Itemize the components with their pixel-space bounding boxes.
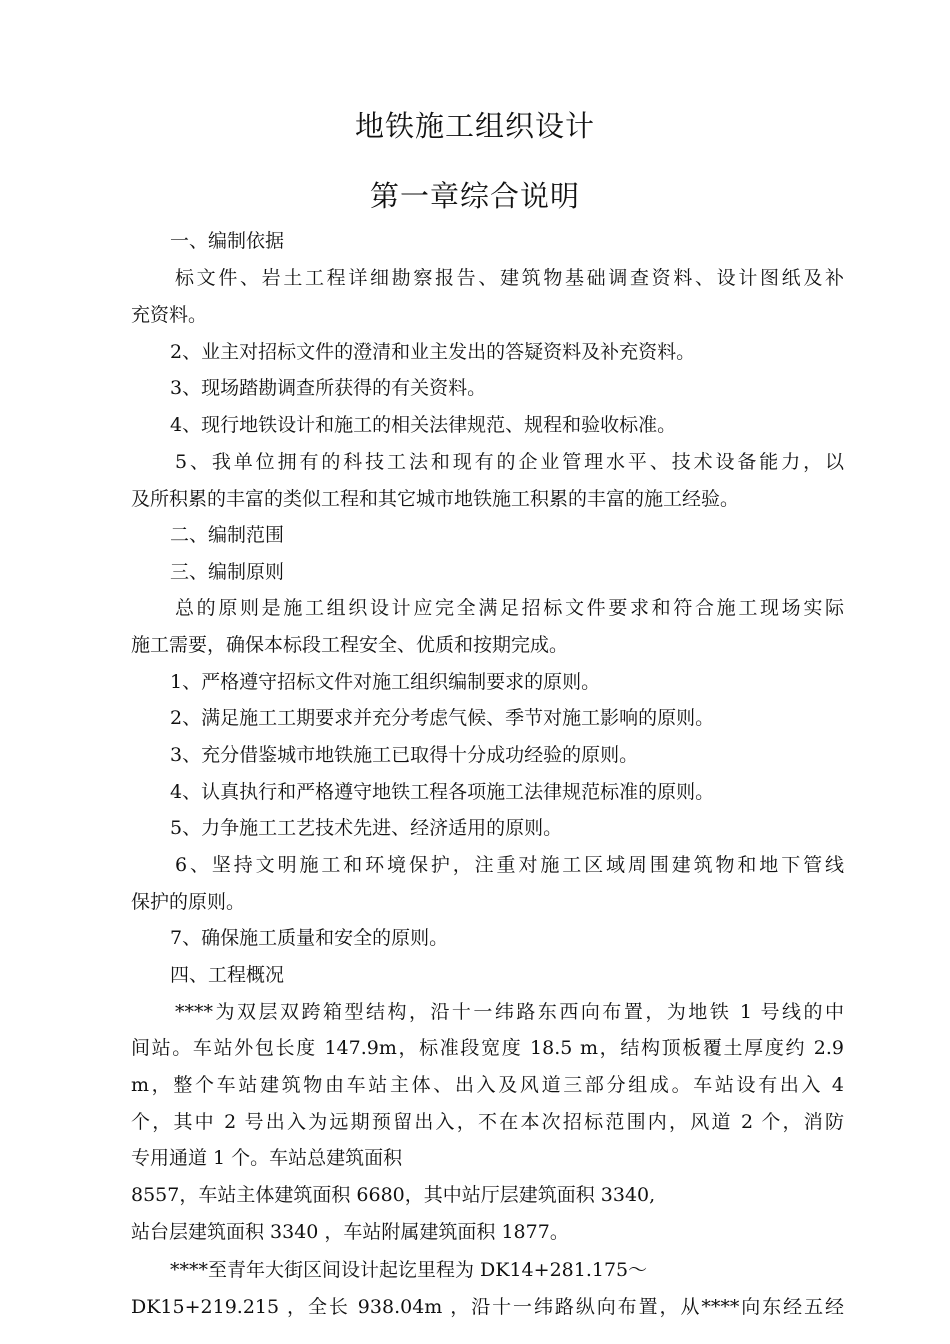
paragraph-line: ****至青年大街区间设计起讫里程为 DK14+281.175～ (170, 1259, 648, 1281)
list-item: 5、我单位拥有的科技工法和现有的企业管理水平、技术设备能力，以 (175, 451, 844, 473)
paragraph-line: 站台层建筑面积 3340 ，车站附属建筑面积 1877。 (131, 1221, 569, 1243)
section-heading-basis: 一、编制依据 (170, 230, 285, 252)
list-item: 4、现行地铁设计和施工的相关法律规范、规程和验收标准。 (170, 414, 677, 436)
paragraph-line: m，整个车站建筑物由车站主体、出入及风道三部分组成。车站设有出入 4 (131, 1074, 844, 1096)
list-item: 7、确保施工质量和安全的原则。 (170, 927, 449, 949)
list-item: 2、业主对招标文件的澄清和业主发出的答疑资料及补充资料。 (170, 341, 696, 363)
paragraph-line: DK15+219.215 ，全长 938.04m ，沿十一纬路纵向布置，从****向东经五经 (131, 1296, 844, 1318)
paragraph-line: 充资料。 (131, 304, 208, 326)
section-heading-scope: 二、编制范围 (170, 524, 285, 546)
document-title: 地铁施工组织设计 (354, 109, 595, 143)
section-heading-principles: 三、编制原则 (170, 561, 285, 583)
paragraph-line: ****为双层双跨箱型结构，沿十一纬路东西向布置，为地铁 1 号线的中 (175, 1001, 844, 1023)
list-item: 1、严格遵守招标文件对施工组织编制要求的原则。 (170, 671, 601, 693)
paragraph-line: 施工需要，确保本标段工程安全、优质和按期完成。 (131, 634, 569, 656)
paragraph-line: 总的原则是施工组织设计应完全满足招标文件要求和符合施工现场实际 (175, 597, 844, 619)
paragraph-line: 保护的原则。 (131, 891, 246, 913)
paragraph-line: 专用通道 1 个。车站总建筑面积 (131, 1147, 403, 1169)
paragraph-line: 及所积累的丰富的类似工程和其它城市地铁施工积累的丰富的施工经验。 (131, 488, 740, 510)
paragraph-line: 个，其中 2 号出入为远期预留出入，不在本次招标范围内，风道 2 个，消防 (131, 1111, 844, 1133)
list-item: 3、充分借鉴城市地铁施工已取得十分成功经验的原则。 (170, 744, 639, 766)
list-item: 6、坚持文明施工和环境保护，注重对施工区域周围建筑物和地下管线 (175, 854, 844, 876)
paragraph-line: 间站。车站外包长度 147.9m，标准段宽度 18.5 m，结构顶板覆土厚度约 2.9 (131, 1037, 844, 1059)
list-item: 5、力争施工工艺技术先进、经济适用的原则。 (170, 817, 563, 839)
paragraph-line: 8557，车站主体建筑面积 6680，其中站厅层建筑面积 3340, (131, 1184, 656, 1206)
list-item: 2、满足施工工期要求并充分考虑气候、季节对施工影响的原则。 (170, 707, 715, 729)
list-item: 4、认真执行和严格遵守地铁工程各项施工法律规范标准的原则。 (170, 781, 715, 803)
list-item: 3、现场踏勘调查所获得的有关资料。 (170, 377, 487, 399)
section-heading-overview: 四、工程概况 (170, 964, 285, 986)
chapter-heading: 第一章综合说明 (369, 179, 580, 213)
paragraph-line: 标文件、岩土工程详细勘察报告、建筑物基础调查资料、设计图纸及补 (175, 267, 844, 289)
